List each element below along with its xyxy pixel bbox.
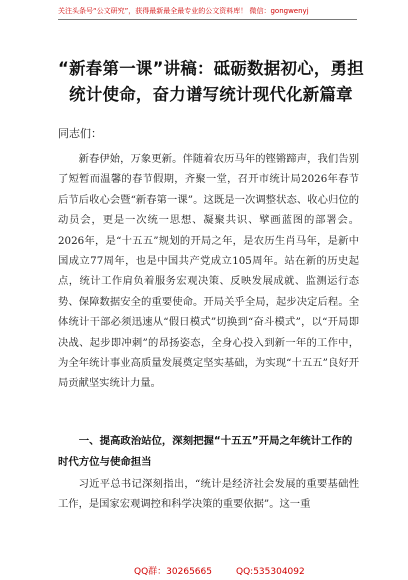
header-divider: [58, 19, 357, 20]
section-heading-1: 一、提高政治站位，深刻把握“十五五”开局之年统计工作的时代方位与使命担当: [58, 435, 353, 468]
document-title: “新春第一课”讲稿：砥砺数据初心，勇担统计使命，奋力谱写统计现代化新篇章: [58, 59, 364, 104]
salutation: 同志们：: [58, 127, 102, 140]
header-banner: 关注头条号“公文研究”，获得最新最全最专业的公文资料库！ 微信：gongwenyj: [58, 7, 309, 15]
body-paragraph-2: 习近平总书记深刻指出，“统计是经济社会发展的重要基础性工作，是国家宏观调控和科学决策的重要依据”。这一重: [58, 478, 359, 511]
footer-qq-group: QQ群：30265665: [134, 567, 212, 577]
body-paragraph-1: 新春伊始，万象更新。伴随着农历马年的铿锵蹄声，我们告别了短暂而温馨的春节假期，齐聚一堂，召开市统计局2026年春节后节后收心会暨“新春第一课”。这既是一次调整状态、收心归位的动员会，更是一次统一思想、凝聚共识、擘画蓝图的部署会。2026年，是“十五五”规划的开局之年，是农历生肖马年，是新中国成立77周年，也是中国共产党成立105周年。站在新的历史起点，统计工作肩负着服务宏观决策、反映发展成就、监测运行态势、保障数据安全的重要使命。开局关乎全局，起步决定后程。全体统计干部必须迅速从“假日模式”切换到“奋斗模式”，以“开局即决战、起步即冲刺”的昂扬姿态，全身心投入到新一年的工作中，为全年统计事业高质量发展奠定坚实基础，为实现“十五五”良好开局贡献坚实统计力量。: [58, 153, 359, 390]
footer-qq: QQ:535304092: [236, 567, 305, 577]
page-footer: [58, 566, 359, 580]
